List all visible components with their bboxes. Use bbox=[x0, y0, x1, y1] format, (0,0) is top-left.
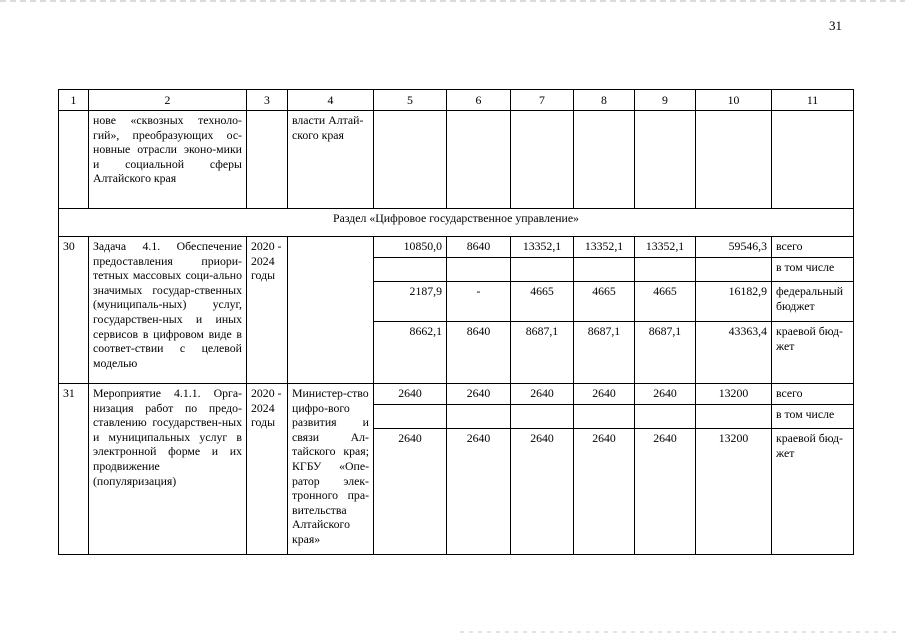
budget-table bbox=[58, 89, 854, 555]
executor: Министер-ство цифро-вого развития и связи Ал-тайского края; КГБУ «Опе-ратор элек-тронного пра-вительства Алтайского края» bbox=[288, 384, 374, 555]
value-cell: 2640 bbox=[635, 429, 696, 555]
cell-empty bbox=[511, 258, 574, 282]
cell-empty bbox=[247, 111, 288, 209]
value-cell: 16182,9 bbox=[696, 282, 772, 322]
value-cell: 2640 bbox=[511, 429, 574, 555]
value-cell: 13352,1 bbox=[574, 237, 635, 258]
source-label: всего bbox=[772, 237, 854, 258]
value-cell: 2187,9 bbox=[374, 282, 447, 322]
value-cell: 8662,1 bbox=[374, 322, 447, 384]
header-cell: 7 bbox=[511, 90, 574, 111]
cell-empty bbox=[374, 258, 447, 282]
header-cell: 10 bbox=[696, 90, 772, 111]
source-label: федеральный бюджет bbox=[772, 282, 854, 322]
source-label: в том числе bbox=[772, 405, 854, 429]
value-cell: 8640 bbox=[447, 322, 511, 384]
source-label: всего bbox=[772, 384, 854, 405]
table-row bbox=[59, 237, 854, 258]
value-cell: 2640 bbox=[447, 384, 511, 405]
value-cell: 8687,1 bbox=[511, 322, 574, 384]
header-cell: 5 bbox=[374, 90, 447, 111]
value-cell: 59546,3 bbox=[696, 237, 772, 258]
cell-empty bbox=[635, 258, 696, 282]
value-cell: 13352,1 bbox=[635, 237, 696, 258]
continuation-executor: власти Алтай-ского края bbox=[288, 111, 374, 209]
value-cell: 2640 bbox=[574, 384, 635, 405]
period: 2020 - 2024 годы bbox=[247, 384, 288, 555]
value-cell: 4665 bbox=[511, 282, 574, 322]
value-cell: 4665 bbox=[635, 282, 696, 322]
cell-empty bbox=[574, 258, 635, 282]
table-row bbox=[59, 384, 854, 405]
row-number: 31 bbox=[59, 384, 89, 555]
cell-empty bbox=[511, 111, 574, 209]
value-cell: 43363,4 bbox=[696, 322, 772, 384]
header-cell: 4 bbox=[288, 90, 374, 111]
cell-empty bbox=[635, 111, 696, 209]
value-cell: 2640 bbox=[374, 384, 447, 405]
value-cell: 2640 bbox=[511, 384, 574, 405]
cell-empty bbox=[511, 405, 574, 429]
header-cell: 9 bbox=[635, 90, 696, 111]
value-cell: 13352,1 bbox=[511, 237, 574, 258]
value-cell: 8687,1 bbox=[635, 322, 696, 384]
value-cell: 4665 bbox=[574, 282, 635, 322]
section-row bbox=[59, 209, 854, 237]
cell-empty bbox=[635, 405, 696, 429]
value-cell: 2640 bbox=[635, 384, 696, 405]
header-cell: 6 bbox=[447, 90, 511, 111]
header-cell: 2 bbox=[89, 90, 247, 111]
value-cell: 2640 bbox=[574, 429, 635, 555]
header-cell: 11 bbox=[772, 90, 854, 111]
cell-empty bbox=[574, 405, 635, 429]
cell-empty bbox=[447, 405, 511, 429]
executor bbox=[288, 237, 374, 384]
header-cell: 8 bbox=[574, 90, 635, 111]
value-cell: 13200 bbox=[696, 429, 772, 555]
task-name: Задача 4.1. Обеспечение предоставления приори-тетных массовых соци-ально значимых государ-ственных (муниципаль-ных) услуг, государствен-ных и иных сервисов в цифровом виде в соответ-ствии с целевой моделью bbox=[89, 237, 247, 384]
header-cell: 1 bbox=[59, 90, 89, 111]
source-label: краевой бюд-жет bbox=[772, 322, 854, 384]
value-cell: 2640 bbox=[374, 429, 447, 555]
scan-artifact-top bbox=[0, 0, 905, 2]
cell-empty bbox=[574, 111, 635, 209]
section-title: Раздел «Цифровое государственное управление» bbox=[59, 209, 854, 237]
continuation-row bbox=[59, 111, 854, 209]
header-cell: 3 bbox=[247, 90, 288, 111]
cell-empty bbox=[447, 111, 511, 209]
continuation-text: нове «сквозных техноло-гий», преобразующих ос-новные отрасли эконо-мики и социальной сферы Алтайского края bbox=[89, 111, 247, 209]
value-cell: 8687,1 bbox=[574, 322, 635, 384]
cell-empty bbox=[374, 111, 447, 209]
cell-empty bbox=[772, 111, 854, 209]
value-cell: 8640 bbox=[447, 237, 511, 258]
source-label: в том числе bbox=[772, 258, 854, 282]
page-number: 31 bbox=[829, 18, 842, 33]
period: 2020 - 2024 годы bbox=[247, 237, 288, 384]
cell-empty bbox=[447, 258, 511, 282]
value-cell: - bbox=[447, 282, 511, 322]
row-number: 30 bbox=[59, 237, 89, 384]
source-label: краевой бюд-жет bbox=[772, 429, 854, 555]
cell-empty bbox=[696, 258, 772, 282]
task-name: Мероприятие 4.1.1. Орга-низация работ по предо-ставлению государствен-ных и муниципальных услуг в электронной форме и их продвижение (популяризация) bbox=[89, 384, 247, 555]
value-cell: 2640 bbox=[447, 429, 511, 555]
header-row bbox=[59, 90, 854, 111]
cell-empty bbox=[374, 405, 447, 429]
cell-empty bbox=[696, 405, 772, 429]
cell-empty bbox=[696, 111, 772, 209]
cell-empty bbox=[59, 111, 89, 209]
value-cell: 10850,0 bbox=[374, 237, 447, 258]
value-cell: 13200 bbox=[696, 384, 772, 405]
scan-artifact-bottom bbox=[460, 631, 900, 633]
